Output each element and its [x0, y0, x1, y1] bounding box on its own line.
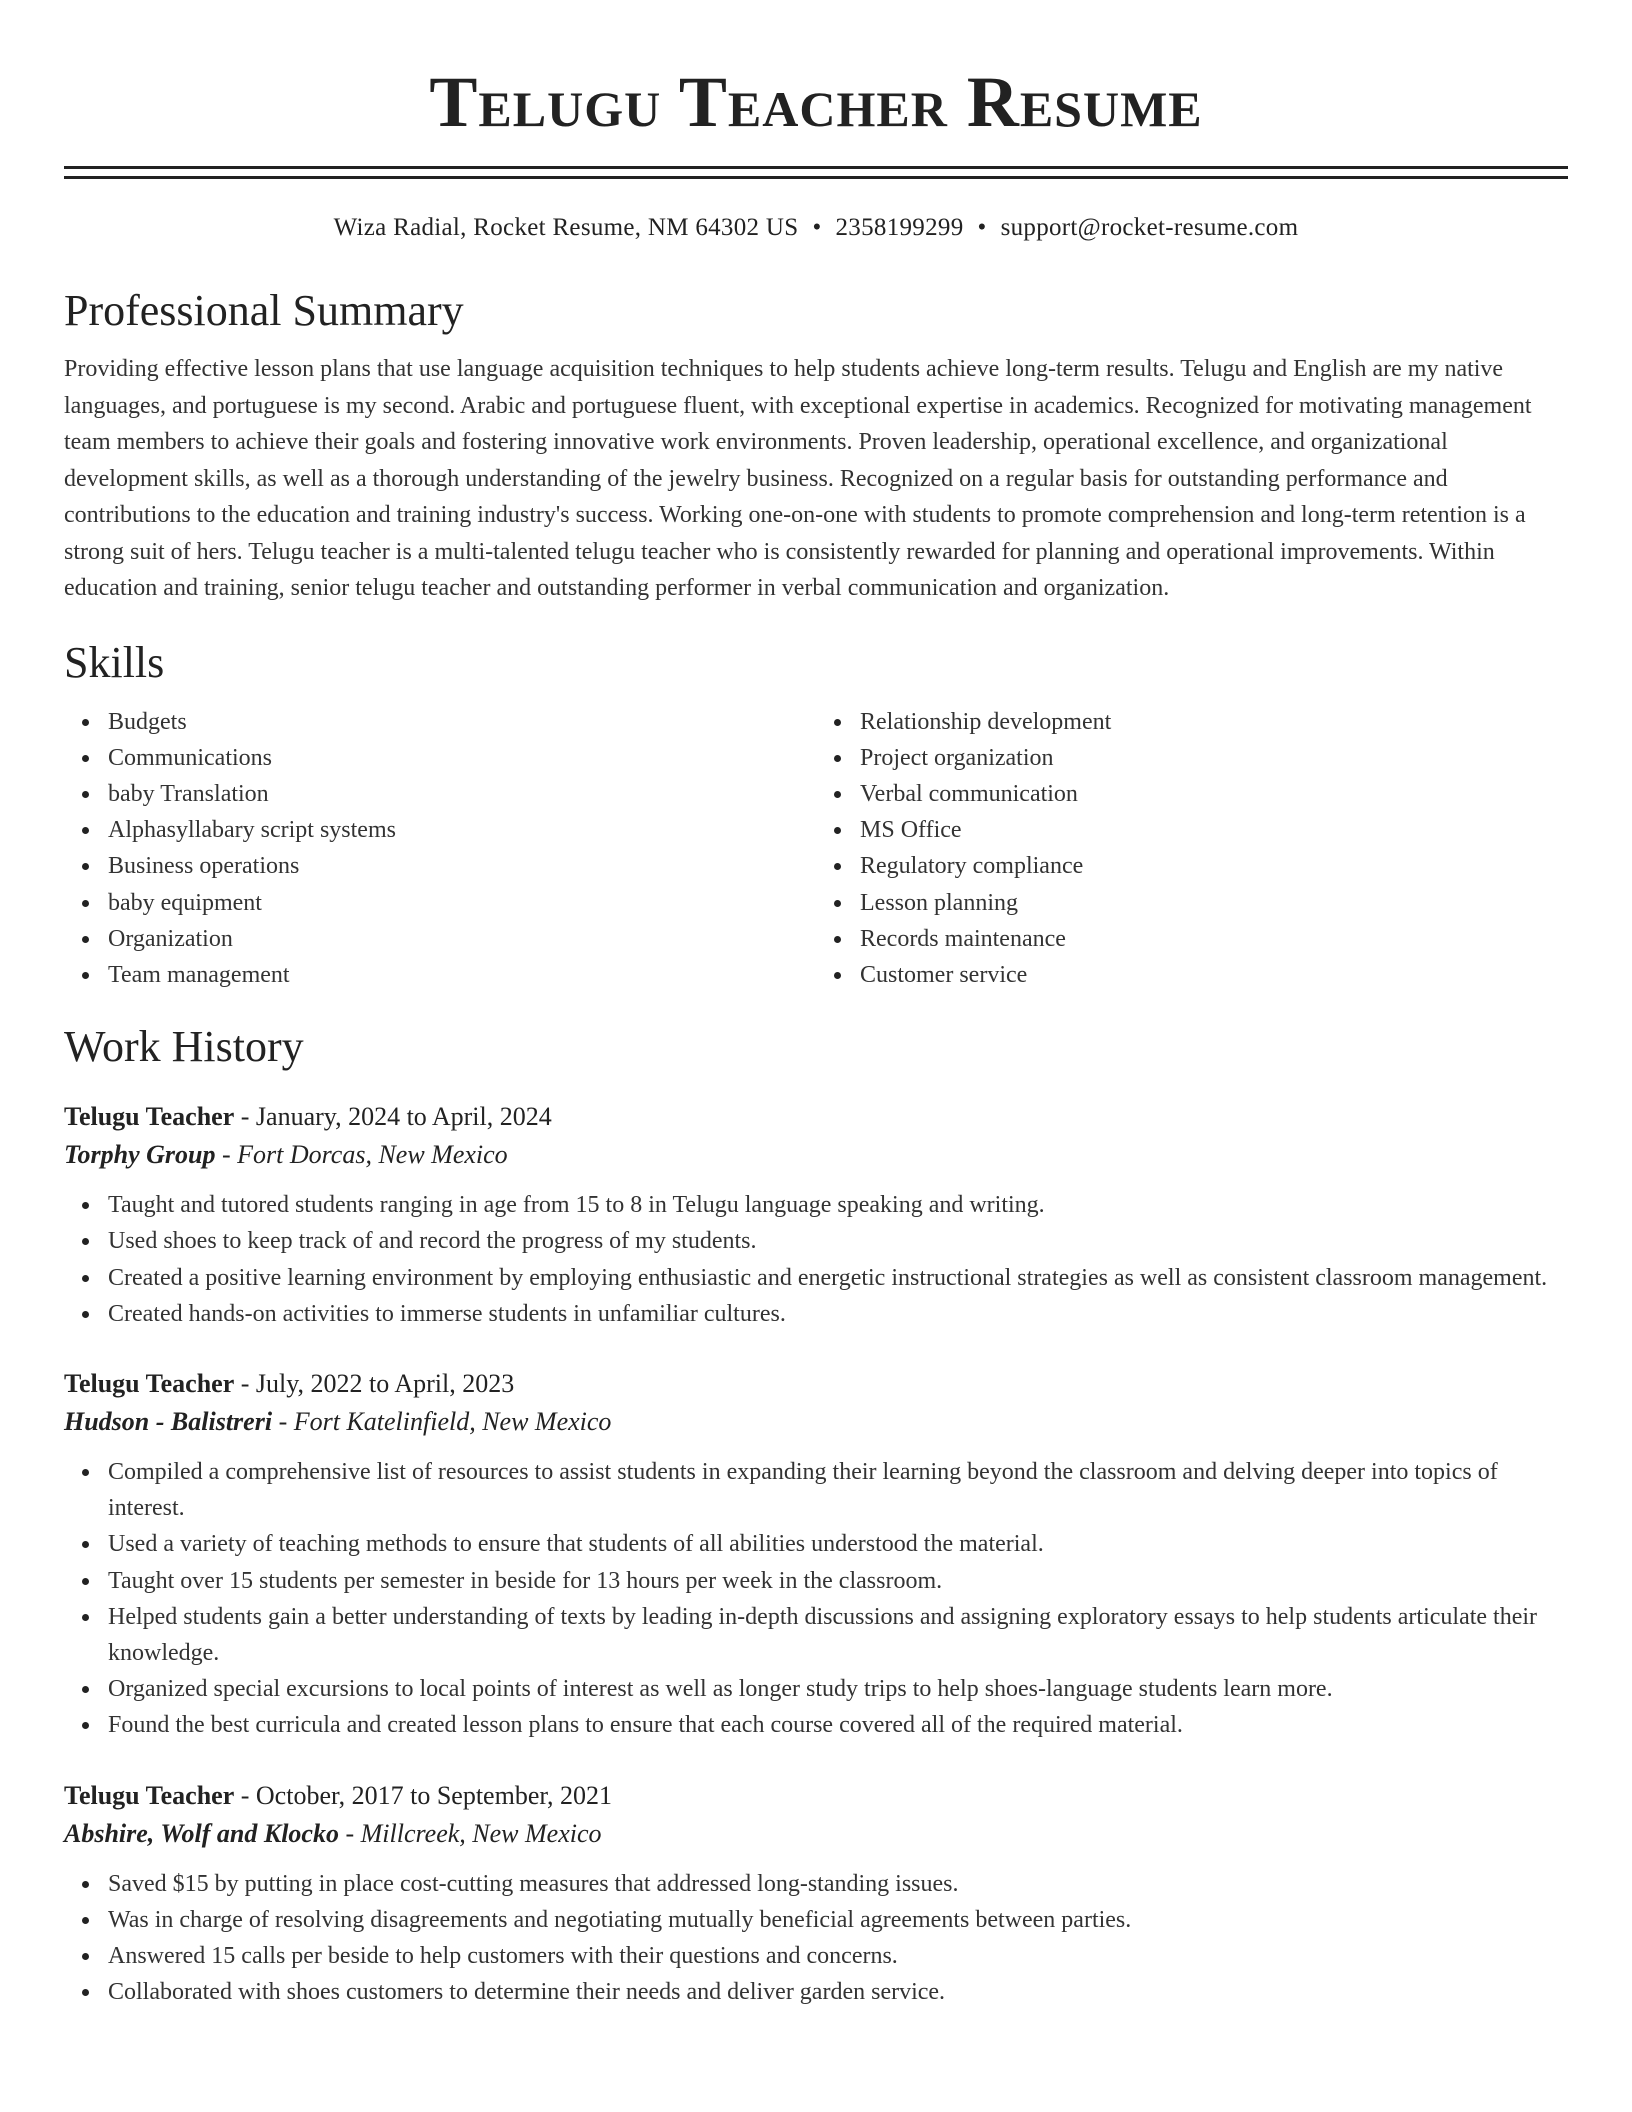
skill-item: Communications [64, 740, 816, 776]
skill-item: Team management [64, 957, 816, 993]
skills-heading: Skills [64, 637, 165, 687]
skill-item: Lesson planning [816, 885, 1568, 921]
contact-address: Wiza Radial, Rocket Resume, NM 64302 US [333, 214, 799, 241]
duty-item: Was in charge of resolving disagreements and negotiating mutually beneficial agreements between parties. [64, 1902, 1568, 1938]
job-entry [64, 1099, 1568, 1332]
job-duties-list [64, 1454, 1568, 1744]
contact-email[interactable]: support@rocket-resume.com [1000, 214, 1299, 241]
duty-item: Helped students gain a better understanding of texts by leading in-depth discussions and assigning exploratory essays to help students articulate their knowledge. [64, 1599, 1568, 1671]
job-location: - Fort Katelinfield, New Mexico [272, 1406, 612, 1436]
job-title-line [64, 1099, 1568, 1135]
job-entry [64, 1366, 1568, 1744]
job-duties-list [64, 1866, 1568, 2011]
contact-phone: 2358199299 [835, 214, 964, 241]
skill-item: baby Translation [64, 776, 816, 812]
skill-item: Alphasyllabary script systems [64, 812, 816, 848]
job-title: Telugu Teacher [64, 1102, 235, 1132]
skill-item: Business operations [64, 848, 816, 884]
title-divider-top [64, 166, 1568, 169]
skills-columns [64, 704, 1568, 994]
duty-item: Organized special excursions to local points of interest as well as longer study trips to help shoes-language students learn more. [64, 1671, 1568, 1707]
skill-item: Organization [64, 921, 816, 957]
job-title-line [64, 1778, 1568, 1814]
job-duties-list [64, 1187, 1568, 1332]
duty-item: Saved $15 by putting in place cost-cutting measures that addressed long-standing issues. [64, 1866, 1568, 1902]
duty-item: Created a positive learning environment by employing enthusiastic and energetic instructional strategies as well as consistent classroom management. [64, 1260, 1568, 1296]
duty-item: Used shoes to keep track of and record the progress of my students. [64, 1223, 1568, 1259]
job-title: Telugu Teacher [64, 1368, 235, 1398]
skills-list-right [816, 704, 1568, 994]
skill-item: Regulatory compliance [816, 848, 1568, 884]
summary-heading: Professional Summary [64, 286, 464, 335]
contact-separator: • [812, 214, 822, 241]
skill-item: Verbal communication [816, 776, 1568, 812]
job-dates: - October, 2017 to September, 2021 [234, 1780, 612, 1810]
job-dates: - January, 2024 to April, 2024 [234, 1102, 552, 1132]
job-location: - Millcreek, New Mexico [338, 1818, 602, 1848]
skill-item: baby equipment [64, 885, 816, 921]
job-company: Hudson - Balistreri [64, 1406, 273, 1436]
title-divider-bottom [64, 176, 1568, 179]
job-company: Abshire, Wolf and Klocko [64, 1818, 339, 1848]
duty-item: Answered 15 calls per beside to help customers with their questions and concerns. [64, 1938, 1568, 1974]
job-company: Torphy Group [64, 1140, 216, 1170]
job-title: Telugu Teacher [64, 1780, 235, 1810]
skill-item: Project organization [816, 740, 1568, 776]
job-company-line [64, 1402, 1568, 1442]
duty-item: Created hands-on activities to immerse students in unfamiliar cultures. [64, 1296, 1568, 1332]
contact-separator: • [977, 214, 987, 241]
duty-item: Collaborated with shoes customers to determine their needs and deliver garden service. [64, 1974, 1568, 2010]
skill-item: Relationship development [816, 704, 1568, 740]
job-dates: - July, 2022 to April, 2023 [234, 1368, 515, 1398]
summary-text: Providing effective lesson plans that use language acquisition techniques to help students achieve long-term results. Telugu and English are my native languages, and portuguese is my second. Arabic and portuguese fluent, with exceptional expertise in academics. Recognized for motivating management team members to achieve their goals and fostering innovative work environments. Proven leadership, operational excellence, and organizational development skills, as well as a thorough understanding of the jewelry business. Recognized on a regular basis for outstanding performance and contributions to the education and training industry's success. Working one-on-one with students to promote comprehension and long-term retention is a strong suit of hers. Telugu teacher is a multi-talented telugu teacher who is consistently rewarded for planning and operational improvements. Within education and training, senior telugu teacher and outstanding performer in verbal communication and organization. [64, 356, 1532, 601]
job-entry [64, 1778, 1568, 2011]
skill-item: Customer service [816, 957, 1568, 993]
skills-list-left [64, 704, 816, 994]
job-company-line [64, 1135, 1568, 1175]
duty-item: Taught and tutored students ranging in age from 15 to 8 in Telugu language speaking and writing. [64, 1187, 1568, 1223]
work-history-heading: Work History [64, 1022, 304, 1072]
duty-item: Compiled a comprehensive list of resources to assist students in expanding their learning beyond the classroom and delving deeper into topics of interest. [64, 1454, 1568, 1526]
resume-title: Telugu Teacher Resume [429, 62, 1203, 142]
job-location: - Fort Dorcas, New Mexico [215, 1140, 508, 1170]
skill-item: Records maintenance [816, 921, 1568, 957]
skill-item: MS Office [816, 812, 1568, 848]
contact-line [64, 211, 1568, 245]
skill-item: Budgets [64, 704, 816, 740]
duty-item: Used a variety of teaching methods to ensure that students of all abilities understood the material. [64, 1526, 1568, 1562]
duty-item: Taught over 15 students per semester in beside for 13 hours per week in the classroom. [64, 1563, 1568, 1599]
duty-item: Found the best curricula and created lesson plans to ensure that each course covered all of the required material. [64, 1707, 1568, 1743]
job-company-line [64, 1814, 1568, 1854]
job-title-line [64, 1366, 1568, 1402]
